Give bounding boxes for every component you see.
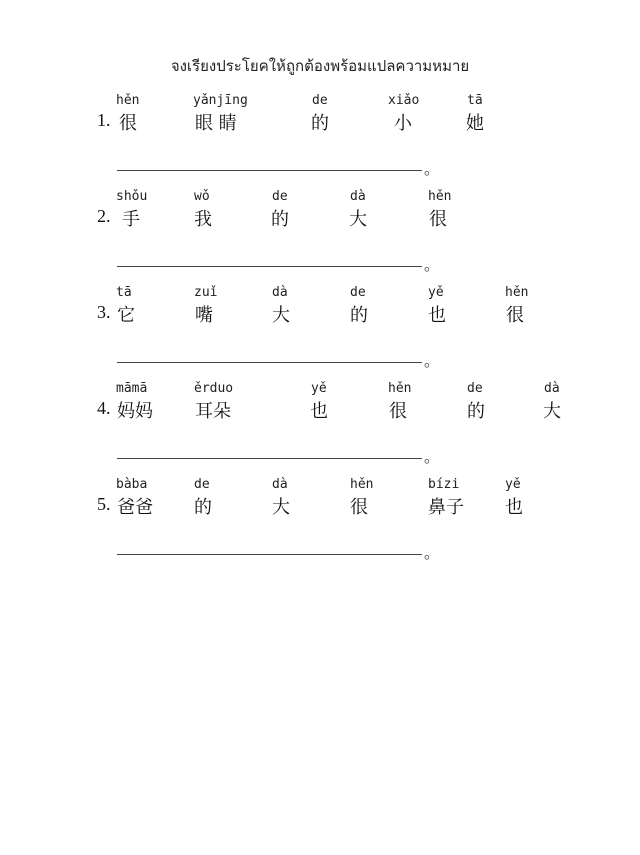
pinyin-word: hěn bbox=[505, 285, 529, 300]
hanzi-word: 大 bbox=[272, 497, 290, 518]
pinyin-word: dà bbox=[544, 381, 560, 396]
hanzi-word: 也 bbox=[428, 305, 446, 326]
pinyin-word: ěrduo bbox=[194, 381, 234, 396]
item-number: 3. bbox=[97, 302, 111, 322]
pinyin-word: bàba bbox=[116, 477, 148, 492]
pinyin-word: xiǎo bbox=[388, 93, 420, 108]
pinyin-word: yě bbox=[311, 381, 327, 396]
item-number: 1. bbox=[97, 110, 111, 130]
period-mark: 。 bbox=[424, 447, 441, 466]
pinyin-word: hěn bbox=[350, 477, 374, 492]
hanzi-word: 的 bbox=[467, 401, 485, 422]
hanzi-word: 眼 睛 bbox=[195, 113, 237, 134]
item-number: 2. bbox=[97, 206, 111, 226]
hanzi-word: 大 bbox=[349, 209, 367, 230]
hanzi-word: 鼻子 bbox=[428, 497, 464, 518]
pinyin-word: dà bbox=[350, 189, 366, 204]
pinyin-word: zuǐ bbox=[194, 285, 218, 300]
hanzi-word: 小 bbox=[394, 113, 412, 134]
period-mark: 。 bbox=[424, 351, 441, 370]
hanzi-word: 也 bbox=[310, 401, 328, 422]
pinyin-word: de bbox=[350, 285, 366, 300]
hanzi-word: 手 bbox=[122, 209, 140, 230]
hanzi-word: 妈妈 bbox=[117, 401, 153, 422]
pinyin-word: bízi bbox=[428, 477, 460, 492]
answer-line[interactable] bbox=[117, 362, 422, 363]
pinyin-word: yǎnjīng bbox=[193, 93, 248, 108]
pinyin-word: hěn bbox=[388, 381, 412, 396]
hanzi-word: 也 bbox=[505, 497, 523, 518]
pinyin-word: shǒu bbox=[116, 189, 148, 204]
hanzi-word: 的 bbox=[271, 209, 289, 230]
hanzi-word: 爸爸 bbox=[117, 497, 153, 518]
pinyin-word: dà bbox=[272, 477, 288, 492]
answer-line[interactable] bbox=[117, 170, 422, 171]
hanzi-word: 的 bbox=[311, 113, 329, 134]
hanzi-word: 很 bbox=[119, 113, 137, 134]
pinyin-word: de bbox=[312, 93, 328, 108]
period-mark: 。 bbox=[424, 543, 441, 562]
pinyin-word: yě bbox=[505, 477, 521, 492]
pinyin-word: de bbox=[194, 477, 210, 492]
pinyin-word: dà bbox=[272, 285, 288, 300]
hanzi-word: 嘴 bbox=[195, 305, 213, 326]
pinyin-word: hěn bbox=[428, 189, 452, 204]
pinyin-word: tā bbox=[467, 93, 483, 108]
pinyin-word: hěn bbox=[116, 93, 140, 108]
hanzi-word: 耳朵 bbox=[195, 401, 231, 422]
answer-line[interactable] bbox=[117, 554, 422, 555]
hanzi-word: 它 bbox=[117, 305, 135, 326]
hanzi-word: 很 bbox=[389, 401, 407, 422]
hanzi-word: 大 bbox=[543, 401, 561, 422]
item-number: 4. bbox=[97, 398, 111, 418]
pinyin-word: yě bbox=[428, 285, 444, 300]
pinyin-word: wǒ bbox=[194, 189, 210, 204]
hanzi-word: 的 bbox=[194, 497, 212, 518]
hanzi-word: 很 bbox=[429, 209, 447, 230]
worksheet-title: จงเรียงประโยคให้ถูกต้องพร้อมแปลความหมาย bbox=[170, 57, 470, 75]
item-number: 5. bbox=[97, 494, 111, 514]
pinyin-word: de bbox=[467, 381, 483, 396]
answer-line[interactable] bbox=[117, 266, 422, 267]
pinyin-word: māmā bbox=[116, 381, 148, 396]
hanzi-word: 很 bbox=[350, 497, 368, 518]
hanzi-word: 大 bbox=[272, 305, 290, 326]
answer-line[interactable] bbox=[117, 458, 422, 459]
pinyin-word: de bbox=[272, 189, 288, 204]
period-mark: 。 bbox=[424, 255, 441, 274]
hanzi-word: 我 bbox=[194, 209, 212, 230]
period-mark: 。 bbox=[424, 159, 441, 178]
pinyin-word: tā bbox=[116, 285, 132, 300]
hanzi-word: 很 bbox=[506, 305, 524, 326]
hanzi-word: 她 bbox=[466, 113, 484, 134]
hanzi-word: 的 bbox=[350, 305, 368, 326]
